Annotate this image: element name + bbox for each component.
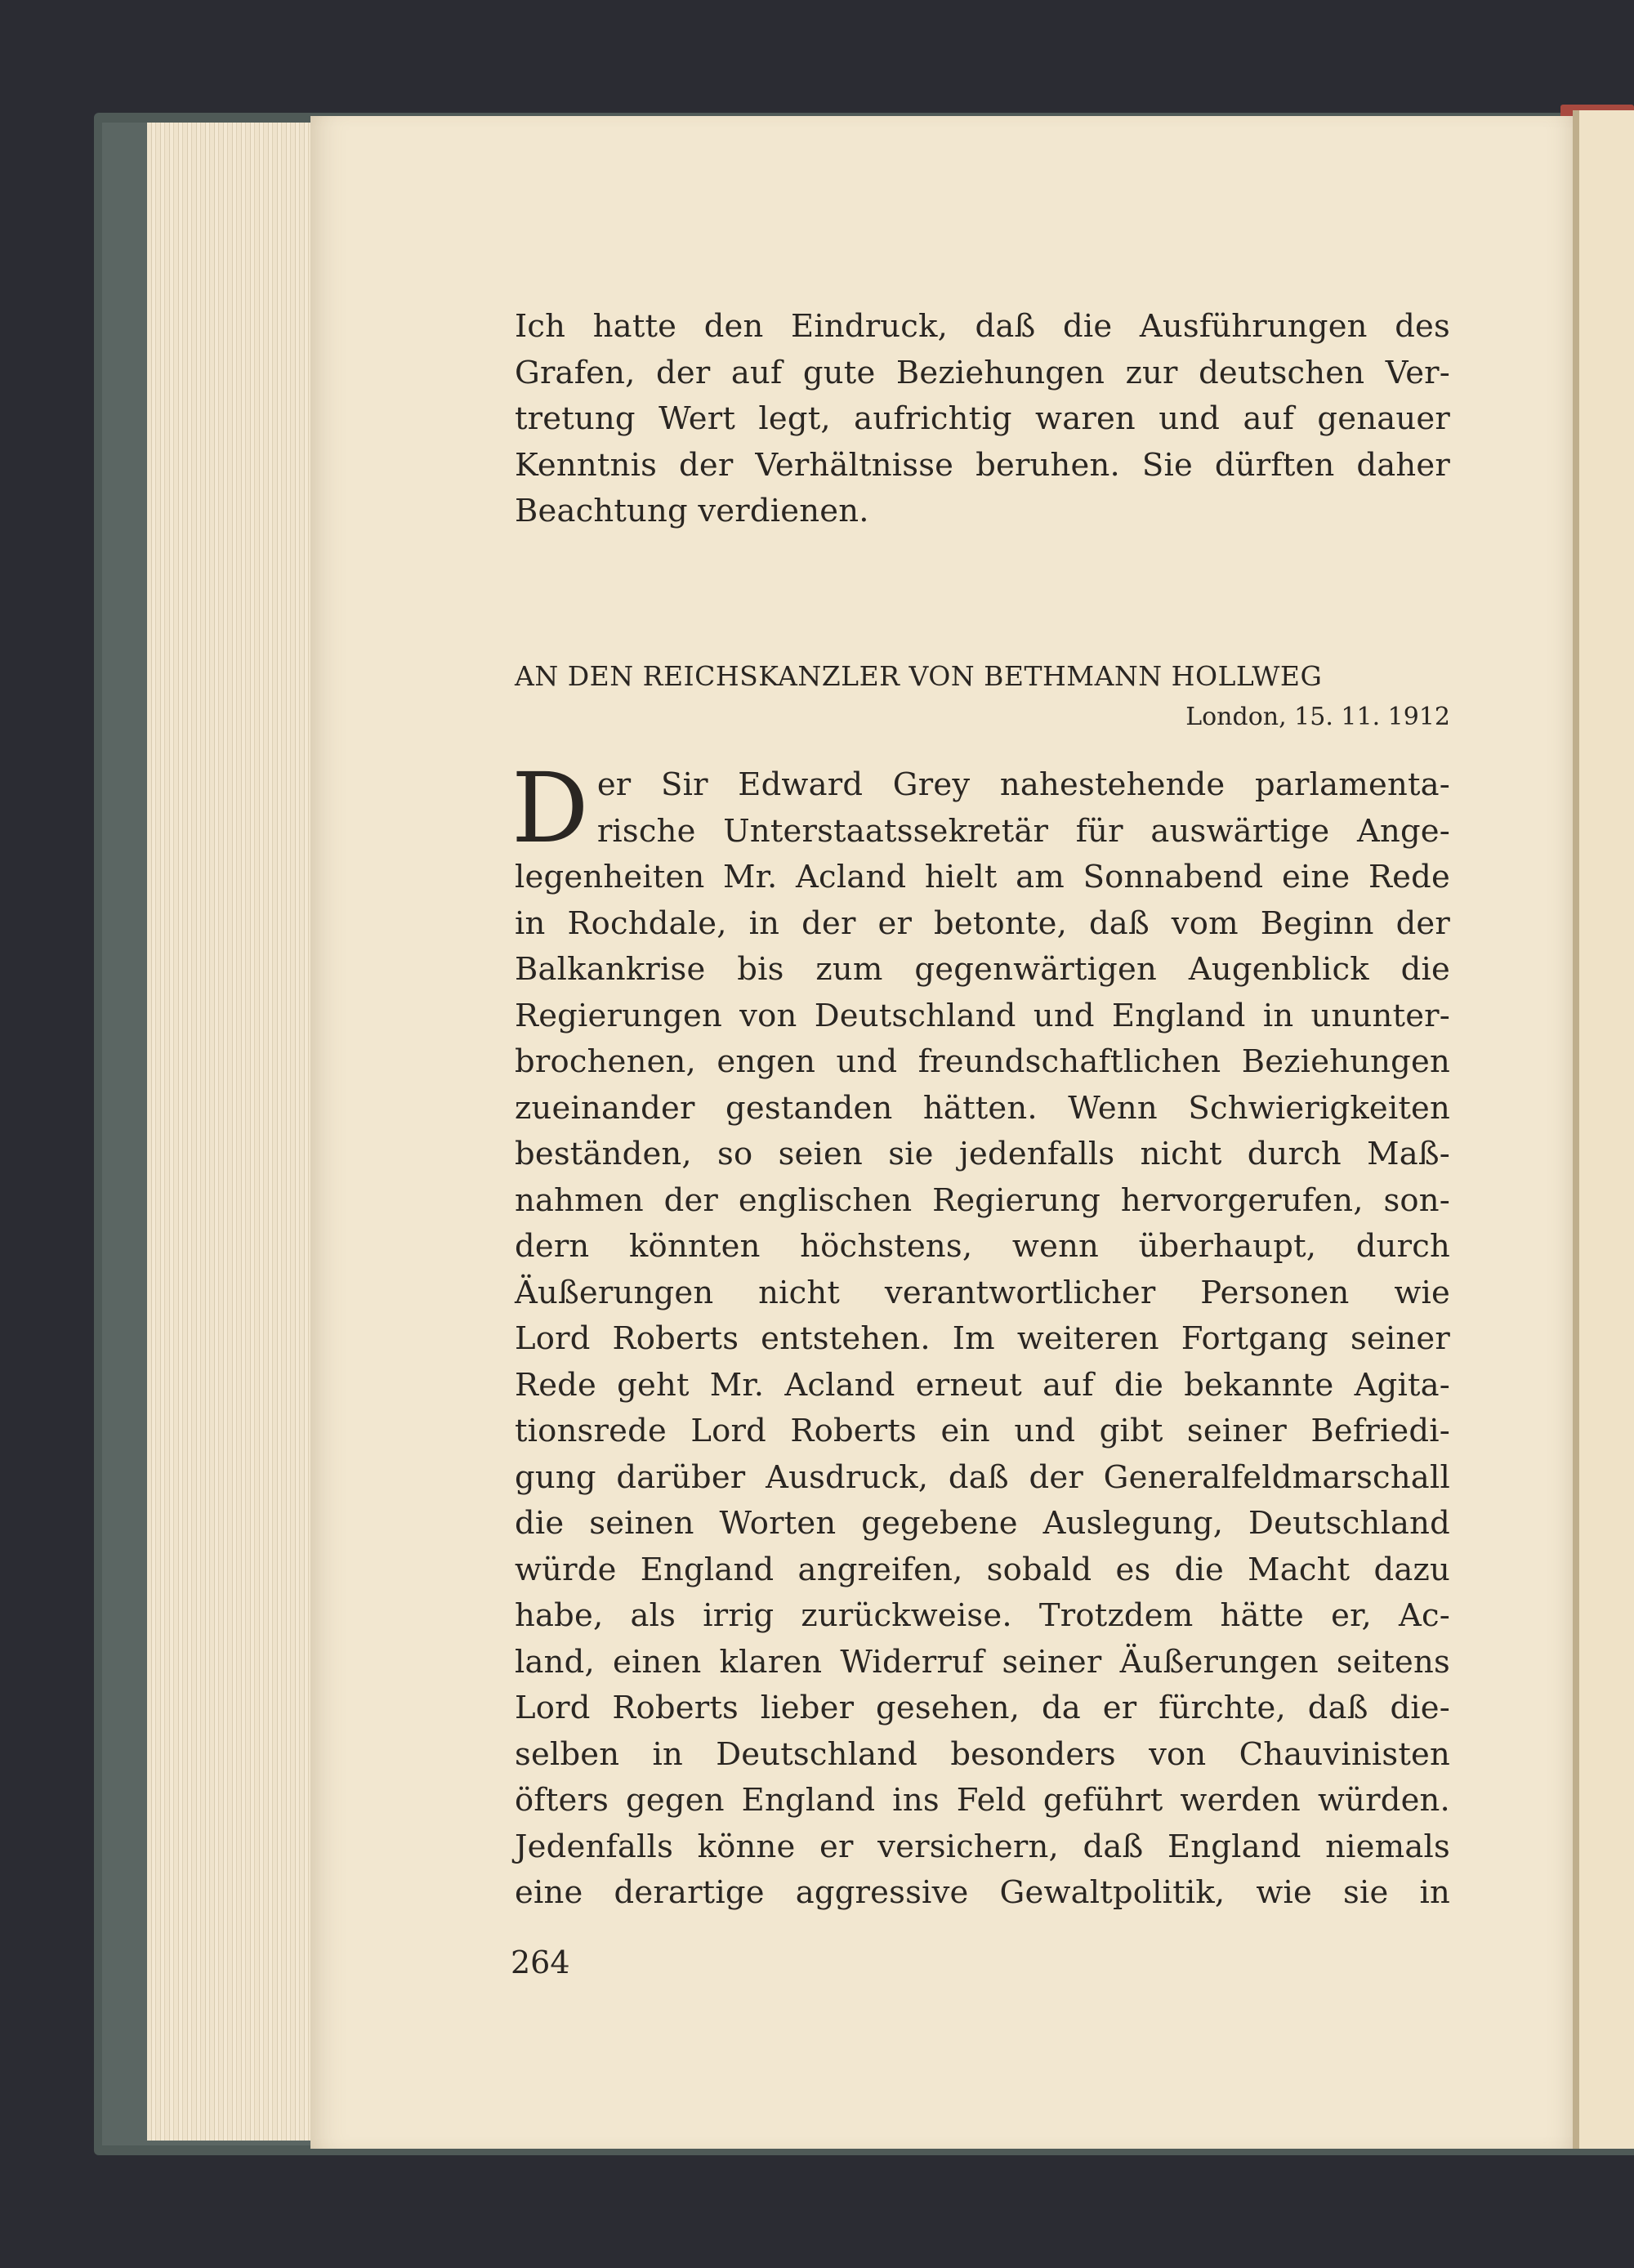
text-line: brochenen, engen und freundschaftlichen Beziehungen <box>515 1043 1450 1080</box>
text-line: Balkankrise bis zum gegenwärtigen Augenblick die <box>515 951 1450 988</box>
text-line: Äußerungen nicht verantwortlicher Personen wie <box>515 1274 1450 1311</box>
text-line: in Rochdale, in der er betonte, daß vom Beginn der <box>515 904 1450 942</box>
page-number: 264 <box>511 1944 570 1980</box>
text-line: Jedenfalls könne er versichern, daß England niemals <box>515 1828 1450 1865</box>
text-line: er Sir Edward Grey nahestehende parlamenta- <box>596 766 1450 803</box>
text-line: Ich hatte den Eindruck, daß die Ausführungen des <box>515 308 1450 345</box>
text-line: würde England angreifen, sobald es die Macht dazu <box>515 1551 1450 1588</box>
letter-dateline: London, 15. 11. 1912 <box>1185 703 1450 731</box>
text-line: zueinander gestanden hätten. Wenn Schwierigkeiten <box>515 1089 1450 1127</box>
text-line: die seinen Worten gegebene Auslegung, Deutschland <box>515 1505 1450 1542</box>
text-line: tretung Wert legt, aufrichtig waren und auf genauer <box>515 400 1450 437</box>
text-line: öfters gegen England ins Feld geführt werden würden. <box>515 1782 1450 1819</box>
text-line: rische Unterstaatssekretär für auswärtige Ange- <box>596 812 1450 850</box>
drop-cap: D <box>511 752 589 864</box>
page-edges <box>147 123 320 2141</box>
letter-heading: AN DEN REICHSKANZLER VON BETHMANN HOLLWEG <box>515 660 1323 692</box>
text-line: Grafen, der auf gute Beziehungen zur deutschen Ver- <box>515 354 1450 391</box>
letter-body <box>511 752 1450 1917</box>
facing-page-edge <box>1573 110 1634 2149</box>
text-line: selben in Deutschland besonders von Chauvinisten <box>515 1735 1450 1773</box>
text-line: Rede geht Mr. Acland erneut auf die bekannte Agita- <box>515 1366 1450 1404</box>
text-line: nahmen der englischen Regierung hervorgerufen, son- <box>515 1181 1450 1219</box>
text-line: Regierungen von Deutschland und England in ununter- <box>515 997 1450 1034</box>
paragraph-continued <box>515 304 1450 535</box>
text-line: dern könnten höchstens, wenn überhaupt, durch <box>515 1228 1450 1265</box>
text-line: Lord Roberts entstehen. Im weiteren Fortgang seiner <box>515 1320 1450 1357</box>
text-line: legenheiten Mr. Acland hielt am Sonnabend eine Rede <box>515 859 1450 895</box>
text-line: Beachtung verdienen. <box>515 493 869 529</box>
text-line: tionsrede Lord Roberts ein und gibt seiner Befriedi- <box>515 1413 1450 1449</box>
text-line: Kenntnis der Verhältnisse beruhen. Sie dürften daher <box>515 446 1450 484</box>
text-line: habe, als irrig zurückweise. Trotzdem hätte er, Ac- <box>515 1597 1450 1634</box>
text-line: Lord Roberts lieber gesehen, da er fürchte, daß die- <box>515 1690 1450 1726</box>
text-line: land, einen klaren Widerruf seiner Äußerungen seitens <box>515 1643 1450 1681</box>
text-line: gung darüber Ausdruck, daß der Generalfeldmarschall <box>515 1458 1450 1496</box>
text-line: eine derartige aggressive Gewaltpolitik, wie sie in <box>515 1874 1450 1911</box>
text-line: beständen, so seien sie jedenfalls nicht durch Maß- <box>515 1136 1450 1172</box>
